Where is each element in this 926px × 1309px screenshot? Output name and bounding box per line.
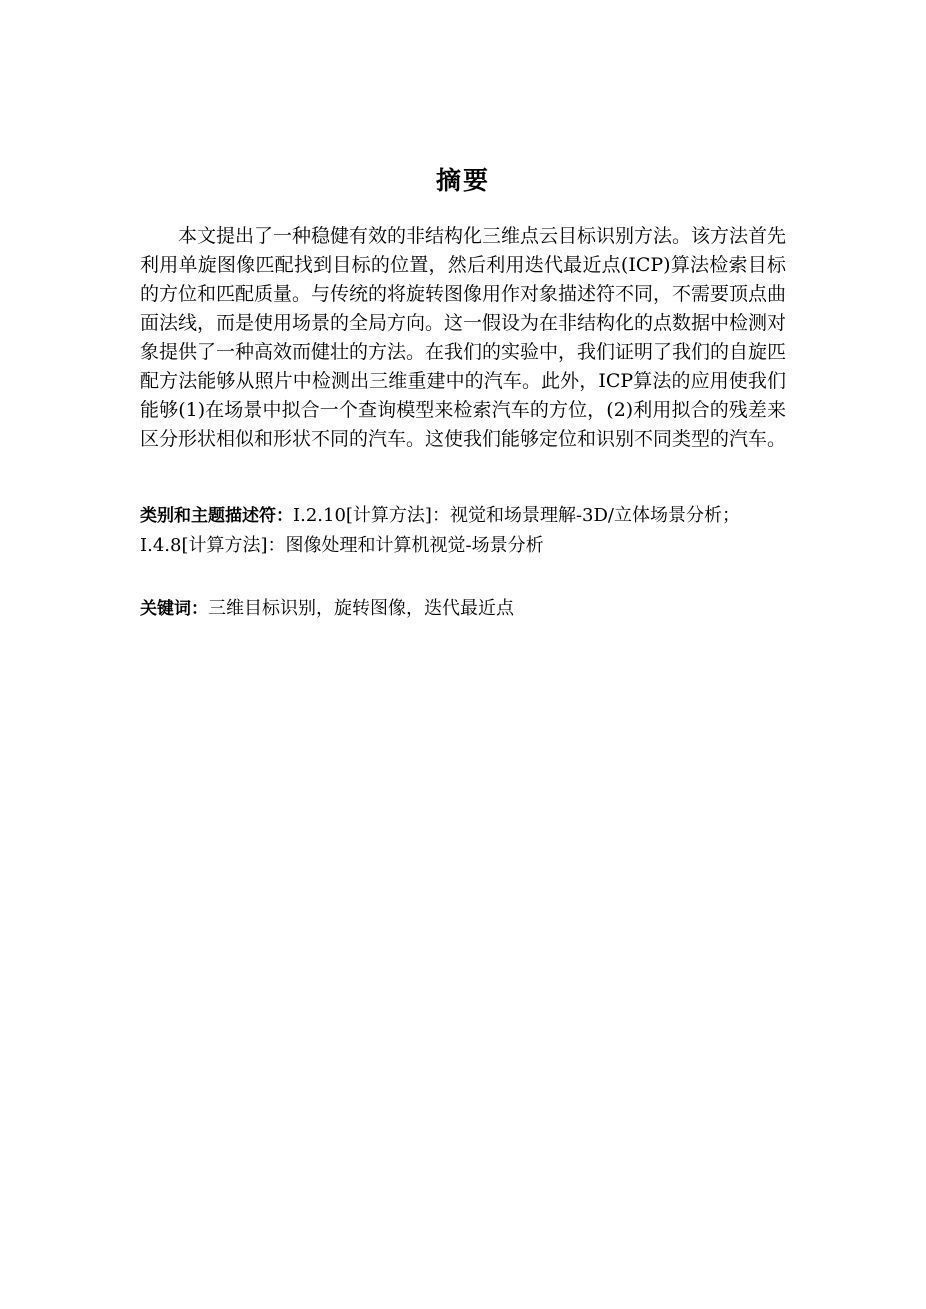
keywords-label: 关键词： bbox=[140, 599, 208, 619]
categories-descriptors bbox=[140, 501, 800, 561]
abstract-title: 摘要 bbox=[435, 166, 490, 195]
keywords-text: 三维目标识别，旋转图像，迭代最近点 bbox=[208, 598, 514, 619]
categories-label: 类别和主题描述符： bbox=[140, 506, 293, 526]
categories-text: I.2.10[计算方法]：视觉和场景理解-3D/立体场景分析；I.4.8[计算方法]：图像处理和计算机视觉-场景分析 bbox=[140, 505, 740, 556]
keywords bbox=[140, 594, 800, 624]
abstract-paragraph: 本文提出了一种稳健有效的非结构化三维点云目标识别方法。该方法首先利用单旋图像匹配找到目标的位置，然后利用迭代最近点(ICP)算法检索目标的方位和匹配质量。与传统的将旋转图像用作对象描述符不同，不需要顶点曲面法线，而是使用场景的全局方向。这一假设为在非结构化的点数据中检测对象提供了一种高效而健壮的方法。在我们的实验中，我们证明了我们的自旋匹配方法能够从照片中检测出三维重建中的汽车。此外，ICP算法的应用使我们能够(1)在场景中拟合一个查询模型来检索汽车的方位，(2)利用拟合的残差来区分形状相似和形状不同的汽车。这使我们能够定位和识别不同类型的汽车。 bbox=[140, 225, 787, 450]
